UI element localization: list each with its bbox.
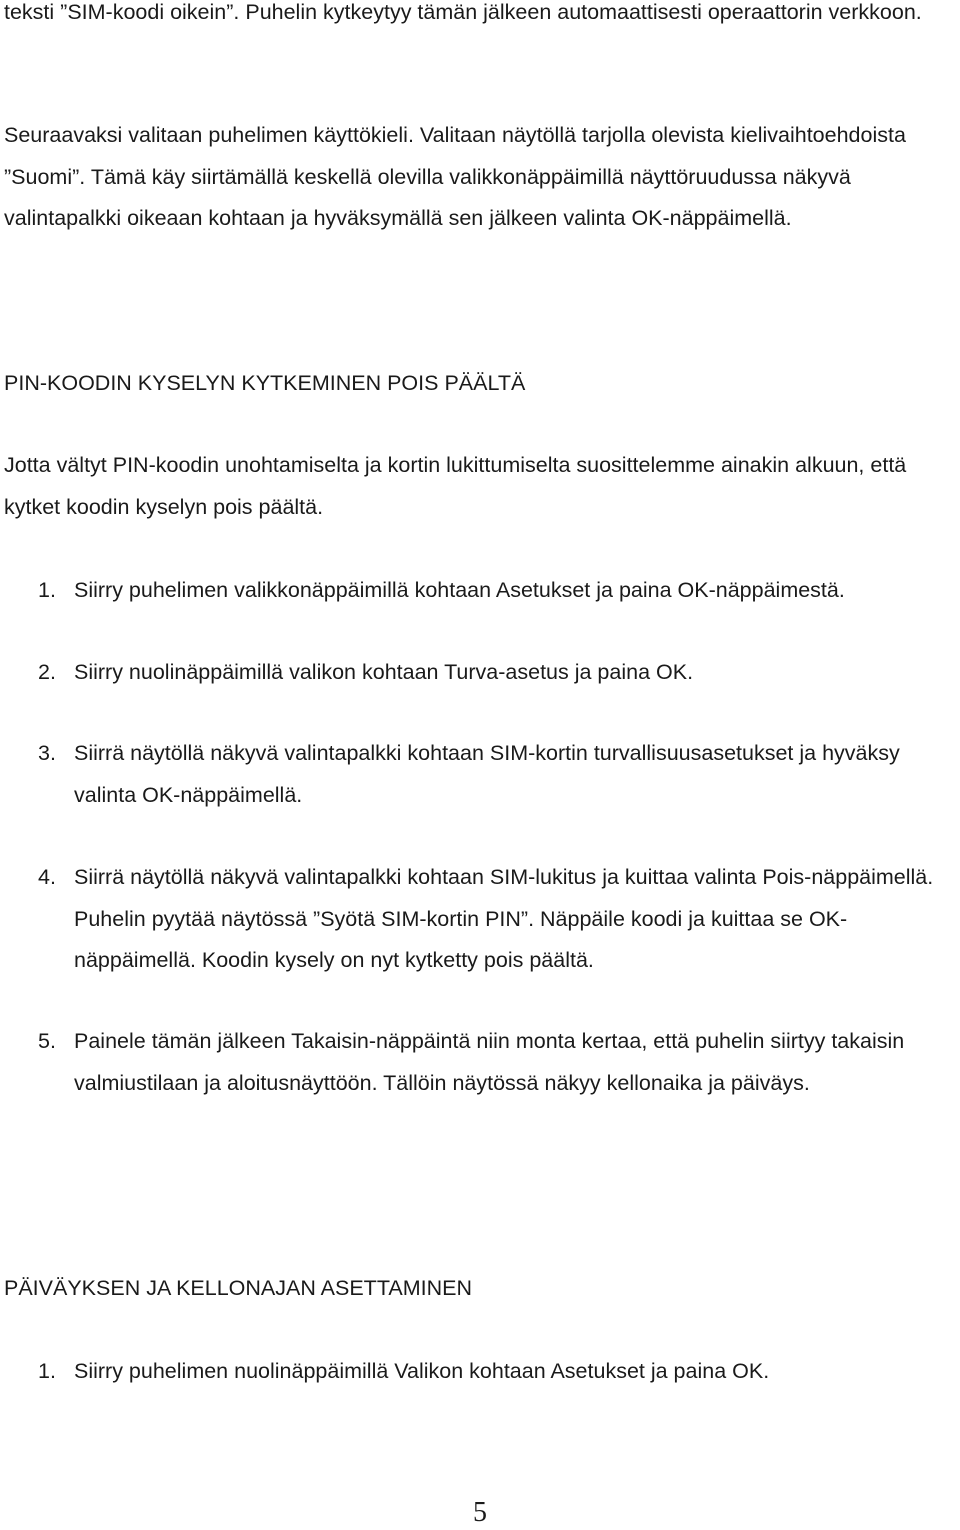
pin-intro-paragraph: Jotta vältyt PIN-koodin unohtamiselta ja kortin lukittumiselta suosittelemme ainakin alkuun, että kytket koodin kyselyn pois päältä. — [4, 453, 907, 519]
step-text: Siirrä näytöllä näkyvä valintapalkki kohtaan SIM-lukitus ja kuittaa valinta Pois-näppäimellä. Puhelin pyytää näytössä ”Syötä SIM-kortin PIN”. Näppäile koodi ja kuittaa se OK-näppäimellä. Koodin kysely on nyt kytketty pois päältä. — [74, 865, 934, 972]
step-text: Siirry nuolinäppäimillä valikon kohtaan Turva-asetus ja paina OK. — [74, 660, 694, 684]
pin-step-4 — [4, 857, 939, 982]
step-number: 5. — [38, 1029, 56, 1053]
pin-section-heading: PIN-KOODIN KYSELYN KYTKEMINEN POIS PÄÄLTÄ — [4, 371, 526, 395]
date-step-1 — [4, 1351, 939, 1393]
pin-step-1 — [4, 570, 939, 612]
pin-step-3 — [4, 733, 939, 816]
page-number: 5 — [473, 1497, 487, 1528]
pin-step-5 — [4, 1021, 939, 1104]
step-text: Siirrä näytöllä näkyvä valintapalkki kohtaan SIM-kortin turvallisuusasetukset ja hyväksy valinta OK-näppäimellä. — [74, 741, 900, 807]
pin-step-2 — [4, 652, 939, 694]
step-number: 1. — [38, 1359, 56, 1383]
step-text: Painele tämän jälkeen Takaisin-näppäintä niin monta kertaa, että puhelin siirtyy takaisin valmiustilaan ja aloitusnäyttöön. Tällöin näytössä näkyy kellonaika ja päiväys. — [74, 1029, 905, 1095]
step-number: 3. — [38, 741, 56, 765]
step-text: Siirry puhelimen valikkonäppäimillä kohtaan Asetukset ja paina OK-näppäimestä. — [74, 578, 845, 602]
step-number: 1. — [38, 578, 56, 602]
step-number: 2. — [38, 660, 56, 684]
step-text: Siirry puhelimen nuolinäppäimillä Valikon kohtaan Asetukset ja paina OK. — [74, 1359, 770, 1383]
intro-continuation-paragraph: teksti ”SIM-koodi oikein”. Puhelin kytkeytyy tämän jälkeen automaattisesti operaattorin verkkoon. — [4, 0, 922, 24]
date-section-heading: PÄIVÄYKSEN JA KELLONAJAN ASETTAMINEN — [4, 1276, 472, 1300]
step-number: 4. — [38, 865, 56, 889]
language-paragraph: Seuraavaksi valitaan puhelimen käyttökieli. Valitaan näytöllä tarjolla olevista kielivaihtoehdoista ”Suomi”. Tämä käy siirtämällä keskellä olevilla valikkonäppäimillä näyttöruudussa näkyvä valintapalkki oikeaan kohtaan ja hyväksymällä sen jälkeen valinta OK-näppäimellä. — [4, 123, 906, 230]
